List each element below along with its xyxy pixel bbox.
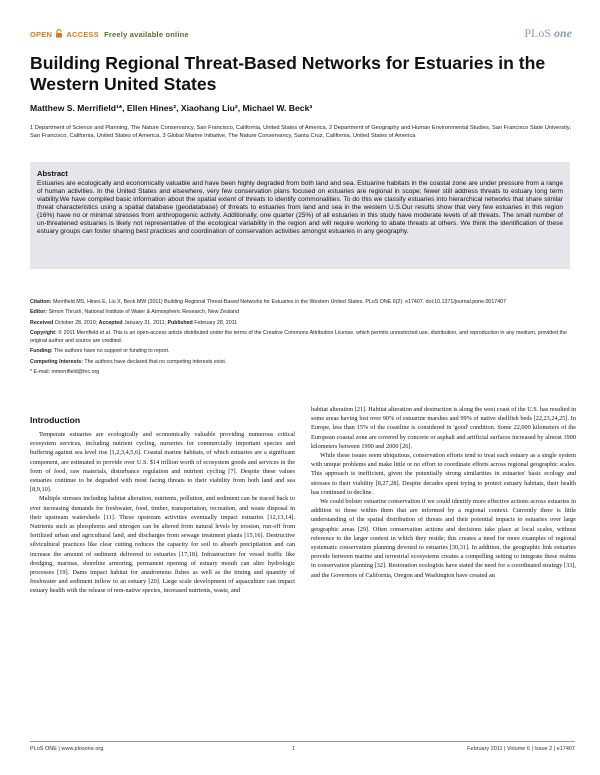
- citation-label: Citation:: [30, 299, 52, 305]
- copyright-label: Copyright:: [30, 330, 57, 337]
- competing-label: Competing Interests:: [30, 358, 83, 365]
- funding-label: Funding:: [30, 348, 53, 355]
- journal-logo-suffix: one: [554, 26, 572, 40]
- body-text-right: [311, 405, 576, 580]
- affiliations: 1 Department of Science and Planning, The Nature Conservancy, San Francisco, California, United States of America, 2 Department of Geography and Human Environmental Studies, San Francisco State University, San Francisco, California, United States of America, 3 Global Marine Initiative, The Nature Conservancy, Santa Cruz, California, United States of America: [30, 125, 571, 140]
- article-meta: [30, 299, 575, 380]
- article-title: Building Regional Threat-Based Networks for Estuaries in the Western United States: [30, 53, 546, 94]
- body-column-right: [311, 405, 576, 580]
- funding: [30, 348, 575, 355]
- introduction-heading: Introduction: [30, 415, 81, 425]
- open-lock-icon: [55, 29, 63, 38]
- open-access-badge: [30, 29, 189, 39]
- accepted-label: Accepted: [98, 319, 123, 326]
- page-number: 1: [292, 746, 296, 752]
- received-date: October 28, 2010;: [54, 319, 98, 326]
- funding-text: The authors have no support or funding to report.: [54, 348, 170, 355]
- editor: [30, 309, 575, 316]
- paragraph: habitat alteration [21]. Habitat alteration and destruction is along the west coast of the U.S. has resulted in some areas having lost over 90% of estuarine marshes and 99% of native shellfish beds [22,23,24,25]. In Europe, less than 15% of the coastline is considered in 'good' condition. Some 22,000 kilometers of the European coastal zone are covered by concrete or asphalt and artificial surfaces increased by almost 1900 kilometers between 1990 and 2000 [26].: [311, 406, 576, 450]
- abstract-heading: Abstract: [37, 169, 68, 178]
- footer-journal: PLoS ONE | www.plosone.org: [30, 746, 104, 752]
- abstract-box: [30, 162, 570, 269]
- freely-available-label: Freely available online: [104, 30, 189, 39]
- paragraph: While these issues seem ubiquitous, conservation efforts tend to treat each estuary as a single system with unique problems and make little or no effort to coordinate efforts across regional geographic scales. This approach is inefficient, given the potentially strong similarities in estuaries' basic ecology and stresses to their viability [8,27,28]. Despite decades spent trying to protect estuary habitats, their health has continued to decline.: [311, 452, 576, 496]
- editor-text: Simon Thrush, National Institute of Water & Atmospheric Research, New Zealand: [48, 309, 240, 316]
- body-text-left: [30, 430, 295, 596]
- page-footer: [30, 741, 575, 755]
- paragraph: We could bolster estuarine conservation if we could identify more effective actions across estuaries in addition to those within them that are informed by a regional context. Currently there is little understanding of the spatial distribution of threats and their potential impacts to estuaries over large geographic areas [29]. Often conservation actions and decisions take place at local scales, without reference to the larger context in which they reside; this creates a need for more examples of regional systematic conservation planning devoted to estuaries [30,31]. In addition, the geographic link estuaries provide between marine and terrestrial ecosystems creates a compelling setting to integrate these realms in conservation planning [32]. Restoration ecologists have stated the need for a coordinated strategy [33], and the Governors of California, Oregon and Washington have created an: [311, 498, 576, 579]
- journal-header: [30, 27, 576, 43]
- contact-email[interactable]: * E-mail: mmerrifield@tnc.org: [30, 369, 100, 376]
- paragraph: Multiple stresses including habitat alteration, nutrients, pollution, and sediment can be traced back to ever increasing demands for freshwater, food, timber, transportation, recreation, and waste disposal in their upstream watersheds [11]. These upstream activities eventually impact estuaries [12,13,14]. Nutrients such as phosphorus and nitrogen can be altered from natural levels by erosion, run-off from fertilized urban and agricultural land, and discharges from sewage treatment plants [15,16]. Destructive silvicultural practices like clear cutting reduces the capacity for soil to absorb precipitation and can increase the amount of sediment delivered to estuaries [17,18]. Infrastructure for vessel traffic like dredging, marinas, shoreline armoring, permanent opening of estuary mouth can alter hydrologic processes [19]. Dams impact habitat for anadromous fishes as well as the timing and quantity of freshwater and sediment inflow to an estuary [20]. Large scale development of aquaculture can impact estuary health with the release of non-native species, increased nutrients, waste, and: [30, 495, 295, 595]
- competing-interests: [30, 359, 575, 366]
- citation: [30, 299, 575, 306]
- editor-label: Editor:: [30, 309, 48, 316]
- journal-logo-prefix: PLoS: [524, 26, 551, 40]
- citation-text: Merrifield MS, Hines E, Liu X, Beck MW (2011) Building Regional Threat-Based Networks for Estuaries in the Western United States. PLoS ONE 6(2): e17407. doi:10.1371/journal.pone.0017407: [52, 299, 507, 305]
- open-label: OPEN: [30, 30, 53, 39]
- published-label: Published: [167, 319, 193, 326]
- footer-issue: February 2011 | Volume 6 | Issue 2 | e17407: [467, 746, 575, 752]
- copyright-text: © 2011 Merrifield et al. This is an open-access article distributed under the terms of the Creative Commons Attribution License, which permits unrestricted use, distribution, and reproduction in any medium, provided the original author and source are credited.: [30, 330, 567, 344]
- paragraph: Temperate estuaries are ecologically and economically valuable providing numerous critical ecosystem services, including nutrient cycling, nurseries for commercially important species and buffering against sea level rise [1,2,3,4,5,6]. Coastal marine habitats, of which estuaries are a significant component, are estimated to provide over U.S. $14 trillion worth of ecosystem goods and services in the form of food, raw materials, disturbance regulation and nutrient cycling [7]. Despite these values estuaries continue to be degraded with most facing threats to their viability from both land and sea [8,9,10].: [30, 431, 295, 494]
- dates: [30, 320, 575, 327]
- copyright: [30, 330, 575, 345]
- access-label: ACCESS: [66, 30, 99, 39]
- journal-logo: [524, 26, 572, 41]
- body-column-left: [30, 415, 295, 596]
- received-label: Received: [30, 319, 54, 326]
- competing-text: The authors have declared that no competing interests exist.: [84, 358, 227, 365]
- accepted-date: January 31, 2011;: [123, 319, 166, 326]
- author-list: Matthew S. Merrifield¹*, Ellen Hines², Xiaohang Liu², Michael W. Beck³: [30, 103, 313, 113]
- abstract-text: Estuaries are ecologically and economically valuable and have been highly degraded from both land and sea. Estuarine habitats in the coastal zone are under pressure from a range of human activities. In the United States and elsewhere, very few conservation plans focused on estuaries are regional in scope; fewer still address threats to estuary long term viability.We have compiled basic information about the spatial extent of threats to identify commonalities. To do this we classify estuaries into hierarchical networks that share similar threat characteristics using a spatial database (geodatabase) of threats to estuaries from land and sea in the western U.S.Our results show that very few estuaries in this region (16%) have no or minimal stresses from anthropogenic activity. Additionally, one quarter (25%) of all estuaries in this study have moderate levels of all threats. The small number of un-threatened estuaries is likely not representative of the ecological variability in the region and will require working to abate threats at others. We think the identification of these estuary groups can foster sharing best practices and coordination of conservation activities amongst estuaries in any geography.: [37, 180, 563, 236]
- published-date: February 28, 2011: [194, 319, 238, 326]
